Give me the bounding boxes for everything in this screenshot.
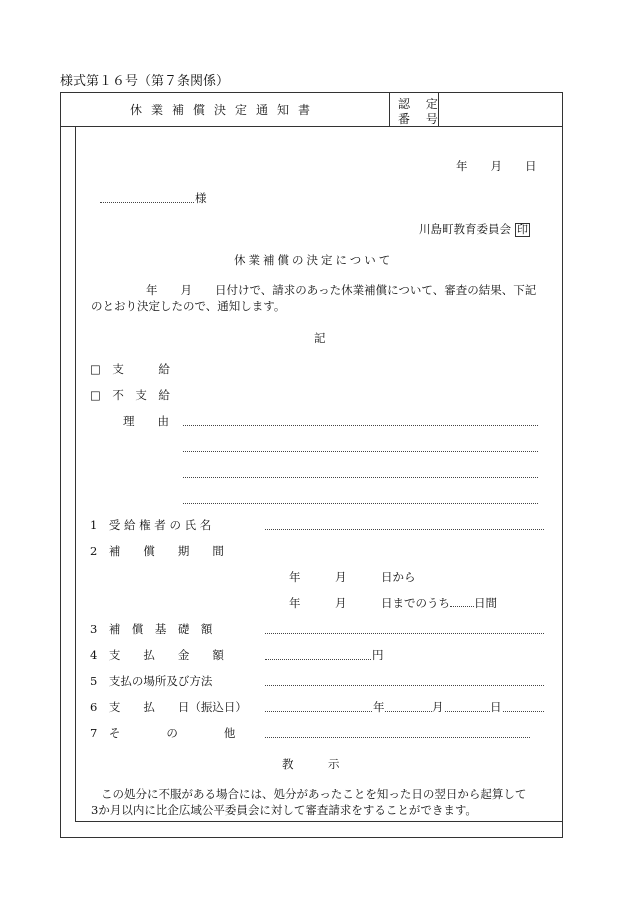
period-days-suffix: 日間 [474, 596, 497, 610]
certification-number-field[interactable] [441, 95, 559, 123]
notice-line-1: この処分に不服がある場合には、処分があったことを知った日の翌日から起算して [101, 787, 527, 801]
subject-heading: 休業補償の決定について [234, 253, 394, 267]
payment-date-year: 年 [373, 700, 385, 714]
reason-label: 理 由 [123, 414, 169, 428]
recipient-name-line[interactable] [265, 529, 544, 530]
body-line-2: のとおり決定したので、通知します。 [91, 299, 286, 313]
item-6-label: 6 支 払 日（振込日） [90, 700, 247, 714]
yen-unit: 円 [372, 648, 384, 662]
item-4-label: 4 支 払 金 額 [90, 648, 224, 662]
period-to [289, 595, 497, 611]
payment-date-day: 日 [490, 700, 502, 714]
form-number-label: 様式第１６号（第７条関係） [60, 74, 230, 89]
payment-method-line[interactable] [265, 685, 544, 686]
seal-mark: 印 [517, 223, 528, 236]
reason-line[interactable] [183, 477, 538, 478]
header-split-1 [389, 92, 390, 126]
issue-date: 年 月 日 [456, 159, 537, 173]
payment-amount-line[interactable] [265, 659, 371, 660]
item-5-label: 5 支払の場所及び方法 [90, 674, 213, 688]
payment-date-line[interactable] [265, 711, 544, 712]
ki-heading: 記 [314, 331, 326, 345]
issuer-name: 川島町教育委員会 [419, 222, 511, 236]
option-pay[interactable]: □ 支 給 [90, 362, 170, 376]
payment-date-month: 月 [432, 700, 444, 714]
addressee-suffix: 様 [195, 191, 207, 205]
reason-line[interactable] [183, 425, 538, 426]
item-3-label: 3 補 償 基 礎 額 [90, 622, 213, 636]
certification-label-2: 番 号 [398, 112, 444, 126]
base-amount-line[interactable] [265, 633, 544, 634]
period-from: 年 月 日から [289, 570, 416, 584]
notice-line-2: 3か月以内に比企広域公平委員会に対して審査請求をすることができます。 [91, 803, 477, 817]
body-line-1: 年 月 日付けで、請求のあった休業補償について、審査の結果、下記 [146, 283, 537, 297]
addressee-line[interactable] [100, 202, 194, 203]
item-2-label: 2 補 償 期 間 [90, 544, 224, 558]
other-line[interactable] [265, 737, 530, 738]
document-title: 休業補償決定通知書 [130, 103, 320, 117]
issuer [419, 221, 530, 237]
reason-line[interactable] [183, 451, 538, 452]
item-1-label: 1 受 給 権 者 の 氏 名 [90, 518, 212, 532]
period-days-field[interactable] [450, 596, 474, 607]
notice-heading: 教 示 [282, 757, 340, 771]
option-no-pay[interactable]: □ 不 支 給 [90, 388, 170, 402]
period-to-text: 年 月 日までのうち [289, 596, 450, 610]
reason-line[interactable] [183, 503, 538, 504]
item-7-label: 7 そ の 他 [90, 726, 236, 740]
certification-label-1: 認 定 [398, 97, 444, 111]
